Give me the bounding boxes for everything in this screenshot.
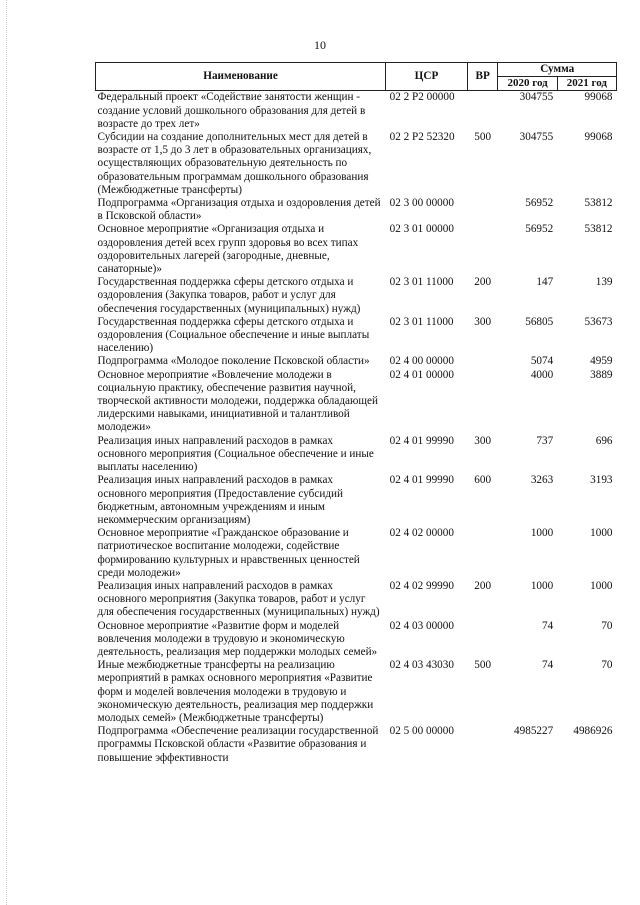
row-name: Федеральный проект «Содействие занятости женщин - создание условий дошкольного образования для детей в возрасте до трех лет»	[97, 91, 366, 130]
row-csr: 02 3 00 00000	[389, 197, 454, 210]
header-csr: ЦСР	[386, 63, 468, 91]
table-row	[96, 223, 617, 276]
table-row	[96, 620, 617, 660]
row-csr: 02 2 P2 00000	[389, 91, 455, 104]
row-value-2020: 5074	[530, 355, 554, 368]
row-value-2020: 74	[542, 659, 554, 672]
table-row	[96, 131, 617, 197]
table-row	[96, 659, 617, 725]
row-vr: 200	[474, 579, 492, 592]
row-value-2020: 147	[536, 276, 554, 289]
row-value-2021: 139	[595, 276, 613, 289]
row-vr	[467, 223, 498, 276]
row-name: Основное мероприятие «Организация отдыха и оздоровления детей всех групп здоровья во всех типах оздоровительных лагерей (загородные, дневные, санаторные)»	[97, 223, 359, 276]
row-name: Основное мероприятие «Гражданское образование и патриотическое воспитание молодежи, содействие формированию культурных и нравственных ценностей среди молодежи»	[97, 527, 360, 579]
row-value-2020: 304755	[519, 131, 554, 144]
table-row	[96, 474, 617, 527]
row-name: Реализация иных направлений расходов в рамках основного мероприятия (Закупка товаров, работ и услуг для обеспечения государственных (муниципальных) нужд)	[97, 579, 380, 619]
row-value-2020: 56952	[525, 197, 554, 210]
row-name: Государственная поддержка сферы детского отдыха и оздоровления (Закупка товаров, работ и услуг для обеспечения государственных (муниципальных) нужд)	[97, 276, 361, 315]
row-csr: 02 3 01 11000	[389, 276, 454, 289]
table-row	[96, 276, 617, 316]
row-vr: 500	[474, 659, 492, 672]
row-value-2021: 53812	[584, 223, 613, 236]
row-value-2021: 53673	[584, 315, 613, 328]
header-name: Наименование	[96, 63, 386, 91]
row-name: Реализация иных направлений расходов в рамках основного мероприятия (Предоставление субсидий бюджетным, автономным учреждениям и иным некоммерческим организациям)	[97, 474, 343, 526]
budget-table	[95, 62, 617, 765]
table-row	[96, 725, 617, 765]
row-value-2021: 99068	[584, 91, 613, 104]
row-value-2020: 56952	[525, 223, 554, 236]
row-value-2021: 1000	[590, 527, 613, 540]
page-number: 10	[314, 38, 326, 52]
row-value-2020: 1000	[530, 579, 554, 592]
row-name: Подпрограмма «Организация отдыха и оздоровления детей в Псковской области»	[97, 197, 381, 223]
row-value-2020: 3263	[530, 474, 554, 487]
table-row	[96, 91, 617, 131]
row-vr: 200	[474, 276, 492, 289]
row-csr: 02 4 00 00000	[389, 355, 454, 368]
row-value-2020: 4985227	[514, 725, 554, 738]
row-vr: 600	[474, 474, 492, 487]
page-edge-mark	[6, 0, 8, 905]
row-name: Иные межбюджетные трансферты на реализацию мероприятий в рамках основного мероприятия «Развитие форм и моделей вовлечения молодежи в трудовую и экономическую деятельность, реализация мер поддержки молодых семей» (Межбюджетные трансферты)	[97, 659, 374, 724]
row-name: Основное мероприятие «Вовлечение молодежи в социальную практику, обеспечение развития научной, творческой активности молодежи, поддержка обладающей лидерскими навыками, инициативной и талантливой молодежи»	[97, 368, 378, 434]
row-value-2021: 3889	[590, 368, 613, 381]
table-body	[96, 91, 617, 765]
header-year-2021: 2021 год	[557, 77, 616, 91]
row-csr: 02 4 01 99990	[389, 474, 454, 487]
row-csr: 02 2 P2 52320	[389, 131, 455, 144]
table-header	[96, 63, 617, 91]
table-row	[96, 580, 617, 620]
row-value-2020: 737	[536, 434, 554, 447]
table-row	[96, 369, 617, 435]
table-row	[96, 197, 617, 223]
row-name: Субсидии на создание дополнительных мест для детей в возрасте от 1,5 до 3 лет в образовательных организациях, осуществляющих образовательную деятельность по образовательным программам дошкольного образования (Межбюджетные трансферты)	[97, 131, 372, 196]
row-name: Реализация иных направлений расходов в рамках основного мероприятия (Социальное обеспечение и иные выплаты населению)	[97, 434, 374, 474]
row-value-2020: 56805	[525, 315, 554, 328]
row-value-2021: 4959	[590, 355, 613, 368]
row-csr: 02 3 01 11000	[389, 315, 454, 328]
row-csr: 02 4 03 00000	[389, 619, 454, 632]
table-row	[96, 527, 617, 580]
row-name: Государственная поддержка сферы детского отдыха и оздоровления (Социальное обеспечение и иные выплаты населению)	[97, 315, 370, 355]
row-csr: 02 4 02 00000	[389, 527, 454, 540]
row-value-2021: 70	[601, 619, 613, 632]
table-row	[96, 355, 617, 368]
row-value-2021: 99068	[584, 131, 613, 144]
row-vr	[467, 355, 498, 368]
table-row	[96, 435, 617, 475]
row-name: Подпрограмма «Молодое поколение Псковской области»	[97, 355, 370, 368]
row-value-2021: 4986926	[573, 725, 613, 738]
row-name: Основное мероприятие «Развитие форм и моделей вовлечения молодежи в трудовую и экономическую деятельность, реализация мер поддержки молодых семей»	[97, 619, 378, 658]
row-name: Подпрограмма «Обеспечение реализации государственной программы Псковской области «Развитие образования и повышение эффективности	[97, 725, 379, 764]
row-value-2020: 1000	[530, 527, 554, 540]
row-vr	[467, 527, 498, 580]
row-value-2021: 3193	[590, 474, 613, 487]
row-value-2020: 74	[542, 619, 554, 632]
header-vr: ВР	[467, 63, 498, 91]
row-value-2021: 1000	[590, 579, 613, 592]
row-csr: 02 4 01 99990	[389, 434, 454, 447]
row-value-2021: 70	[601, 659, 613, 672]
row-vr: 300	[474, 315, 492, 328]
row-csr: 02 3 01 00000	[389, 223, 454, 236]
row-vr	[467, 725, 498, 765]
row-value-2020: 4000	[530, 368, 554, 381]
row-value-2020: 304755	[519, 91, 554, 104]
row-value-2021: 696	[595, 434, 613, 447]
row-csr: 02 4 02 99990	[389, 579, 454, 592]
row-vr	[467, 369, 498, 435]
row-value-2021: 53812	[584, 197, 613, 210]
row-vr: 300	[474, 434, 492, 447]
row-vr	[467, 91, 498, 131]
row-csr: 02 4 03 43030	[389, 659, 454, 672]
row-csr: 02 4 01 00000	[389, 368, 454, 381]
row-vr	[467, 620, 498, 660]
row-vr: 500	[474, 131, 492, 144]
row-csr: 02 5 00 00000	[389, 725, 454, 738]
header-sum: Сумма	[498, 63, 617, 77]
row-vr	[467, 197, 498, 223]
table-row	[96, 316, 617, 356]
header-year-2020: 2020 год	[498, 77, 557, 91]
